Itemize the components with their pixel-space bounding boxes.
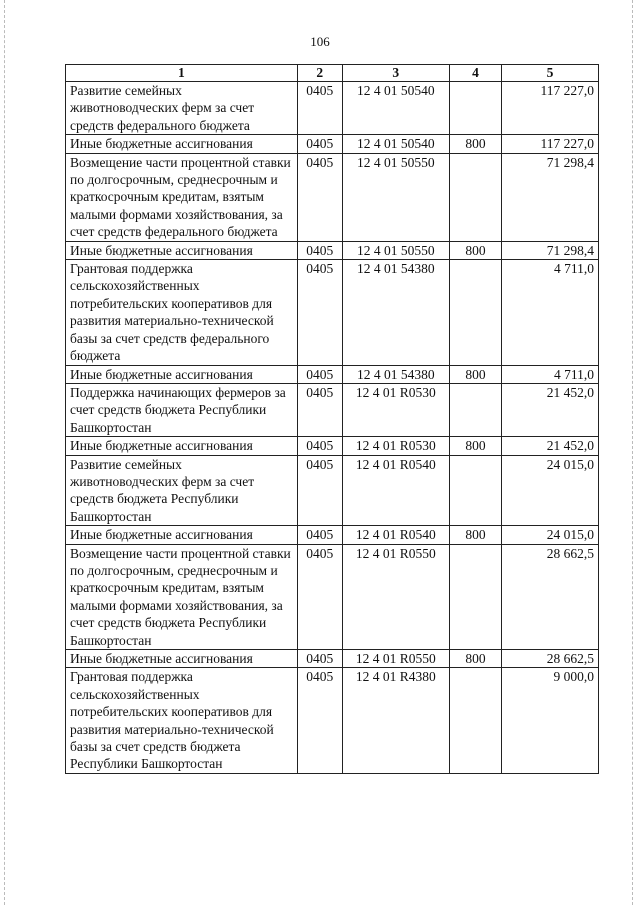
scan-right-edge	[632, 0, 634, 905]
row-target-article: 12 4 01 50540	[342, 82, 449, 135]
row-expense-type: 800	[449, 650, 501, 668]
row-name: Развитие семейных животноводческих ферм за счет средств бюджета Республики Башкортостан	[66, 455, 298, 526]
budget-table	[65, 64, 599, 774]
table-header-row	[66, 65, 599, 82]
row-target-article: 12 4 01 50550	[342, 153, 449, 241]
row-expense-type: 800	[449, 135, 501, 153]
table-row	[66, 544, 599, 649]
row-section-code: 0405	[297, 82, 342, 135]
row-amount: 4 711,0	[501, 365, 598, 383]
column-header-1: 1	[66, 65, 298, 82]
row-expense-type	[449, 82, 501, 135]
row-section-code: 0405	[297, 241, 342, 259]
row-name: Развитие семейных животноводческих ферм за счет средств федерального бюджета	[66, 82, 298, 135]
row-expense-type: 800	[449, 365, 501, 383]
row-expense-type	[449, 260, 501, 365]
row-target-article: 12 4 01 50540	[342, 135, 449, 153]
row-target-article: 12 4 01 R0550	[342, 650, 449, 668]
row-expense-type: 800	[449, 526, 501, 544]
row-target-article: 12 4 01 R0530	[342, 383, 449, 436]
row-amount: 9 000,0	[501, 668, 598, 773]
row-section-code: 0405	[297, 668, 342, 773]
row-amount: 117 227,0	[501, 135, 598, 153]
row-name: Возмещение части процентной ставки по долгосрочным, среднесрочным и краткосрочным кредитам, взятым малыми формами хозяйствования, за счет средств федерального бюджета	[66, 153, 298, 241]
row-amount: 21 452,0	[501, 383, 598, 436]
table-row	[66, 437, 599, 455]
row-name: Иные бюджетные ассигнования	[66, 365, 298, 383]
row-expense-type: 800	[449, 241, 501, 259]
row-name: Грантовая поддержка сельскохозяйственных потребительских кооперативов для развития материально-технической базы за счет средств федерального бюджета	[66, 260, 298, 365]
table-row	[66, 260, 599, 365]
row-name: Иные бюджетные ассигнования	[66, 526, 298, 544]
row-target-article: 12 4 01 50550	[342, 241, 449, 259]
page-number: 106	[310, 34, 330, 49]
row-name: Иные бюджетные ассигнования	[66, 650, 298, 668]
row-target-article: 12 4 01 54380	[342, 260, 449, 365]
row-section-code: 0405	[297, 135, 342, 153]
table-row	[66, 650, 599, 668]
row-section-code: 0405	[297, 437, 342, 455]
table-row	[66, 135, 599, 153]
table-row	[66, 526, 599, 544]
row-section-code: 0405	[297, 650, 342, 668]
table-row	[66, 82, 599, 135]
table-row	[66, 455, 599, 526]
row-target-article: 12 4 01 54380	[342, 365, 449, 383]
row-expense-type	[449, 668, 501, 773]
row-expense-type	[449, 153, 501, 241]
table-row	[66, 365, 599, 383]
row-expense-type	[449, 383, 501, 436]
column-header-5: 5	[501, 65, 598, 82]
row-section-code: 0405	[297, 526, 342, 544]
row-name: Иные бюджетные ассигнования	[66, 437, 298, 455]
row-amount: 71 298,4	[501, 153, 598, 241]
row-expense-type	[449, 455, 501, 526]
row-amount: 21 452,0	[501, 437, 598, 455]
table-row	[66, 668, 599, 773]
row-section-code: 0405	[297, 260, 342, 365]
row-target-article: 12 4 01 R0540	[342, 526, 449, 544]
row-section-code: 0405	[297, 383, 342, 436]
row-amount: 4 711,0	[501, 260, 598, 365]
row-name: Возмещение части процентной ставки по долгосрочным, среднесрочным и краткосрочным кредитам, взятым малыми формами хозяйствования, за счет средств бюджета Республики Башкортостан	[66, 544, 298, 649]
scan-left-edge	[4, 0, 6, 905]
row-amount: 71 298,4	[501, 241, 598, 259]
column-header-2: 2	[297, 65, 342, 82]
row-amount: 28 662,5	[501, 650, 598, 668]
table-row	[66, 241, 599, 259]
row-section-code: 0405	[297, 544, 342, 649]
column-header-3: 3	[342, 65, 449, 82]
column-header-4: 4	[449, 65, 501, 82]
table-body	[66, 82, 599, 774]
table-row	[66, 153, 599, 241]
row-name: Иные бюджетные ассигнования	[66, 241, 298, 259]
row-target-article: 12 4 01 R0530	[342, 437, 449, 455]
row-section-code: 0405	[297, 455, 342, 526]
row-amount: 24 015,0	[501, 526, 598, 544]
row-expense-type: 800	[449, 437, 501, 455]
row-name: Иные бюджетные ассигнования	[66, 135, 298, 153]
row-amount: 24 015,0	[501, 455, 598, 526]
table-row	[66, 383, 599, 436]
row-target-article: 12 4 01 R4380	[342, 668, 449, 773]
row-amount: 28 662,5	[501, 544, 598, 649]
row-name: Грантовая поддержка сельскохозяйственных потребительских кооперативов для развития материально-технической базы за счет средств бюджета Республики Башкортостан	[66, 668, 298, 773]
row-target-article: 12 4 01 R0550	[342, 544, 449, 649]
row-expense-type	[449, 544, 501, 649]
row-amount: 117 227,0	[501, 82, 598, 135]
row-section-code: 0405	[297, 365, 342, 383]
row-section-code: 0405	[297, 153, 342, 241]
row-name: Поддержка начинающих фермеров за счет средств бюджета Республики Башкортостан	[66, 383, 298, 436]
row-target-article: 12 4 01 R0540	[342, 455, 449, 526]
